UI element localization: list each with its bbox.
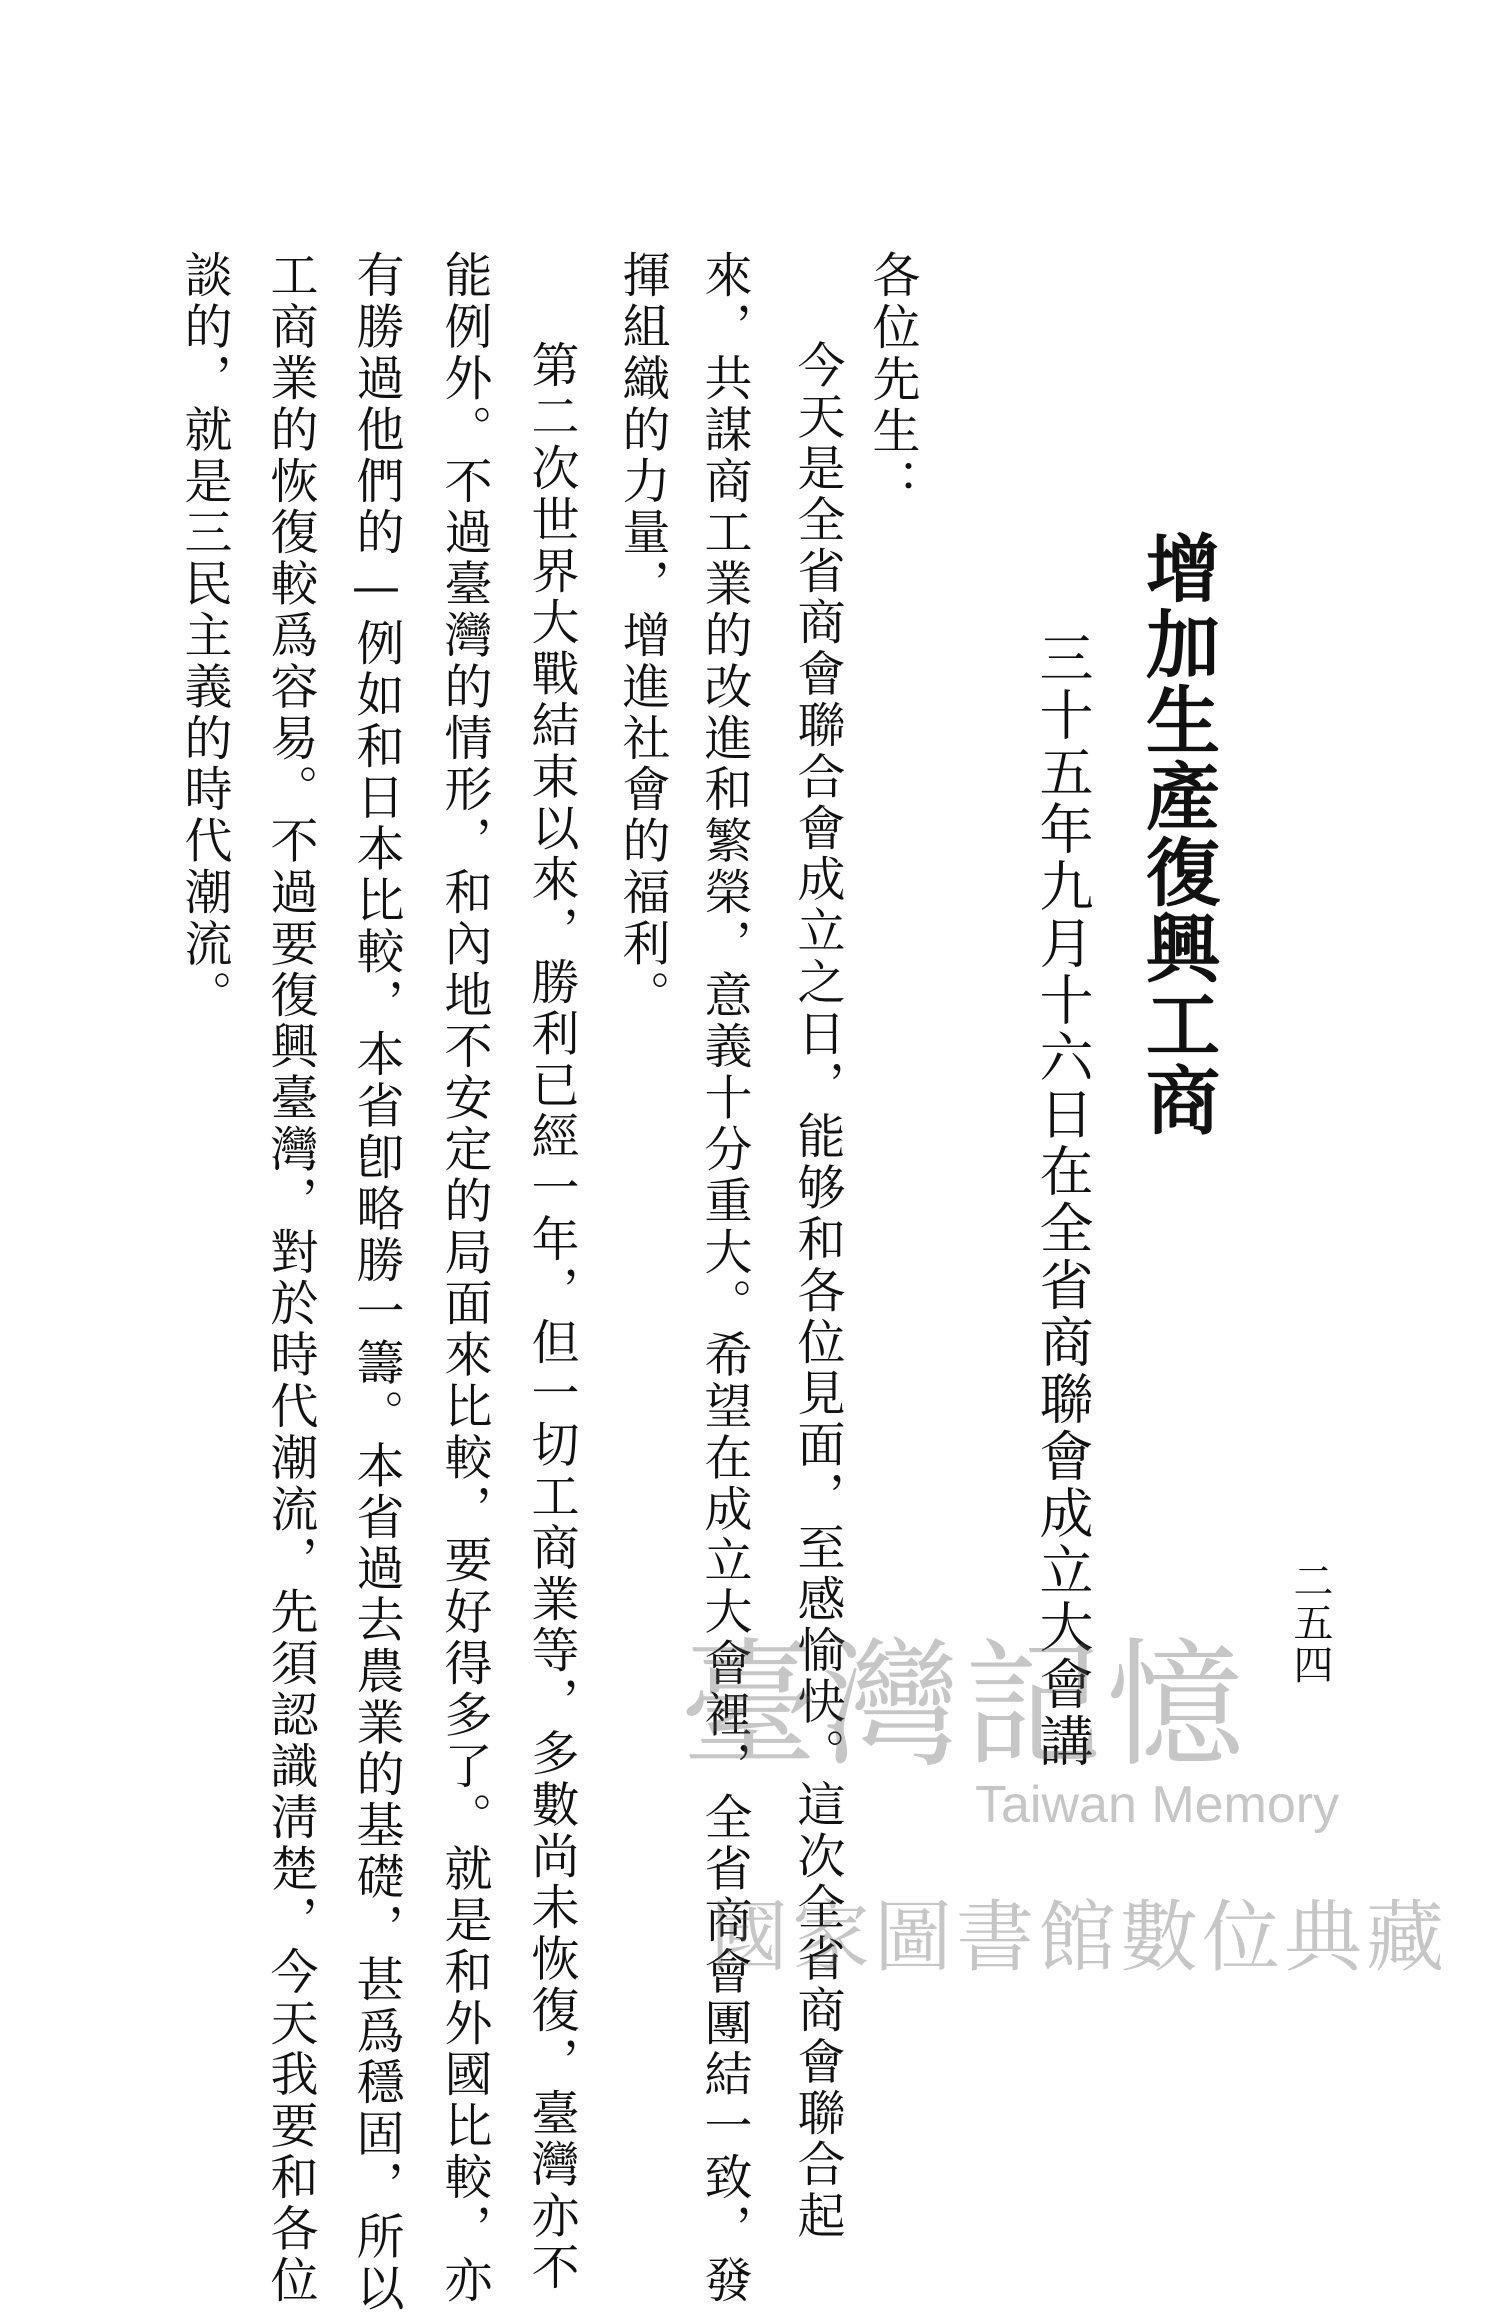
body-column: 第二次世界大戰結束以來，勝利已經一年，但一切工商業等，多數尚未恢復，臺灣亦不 bbox=[523, 340, 579, 2294]
body-column: 工商業的恢復較爲容易。不過要復興臺灣，對於時代潮流，先須認識淸楚，今天我要和各位 bbox=[262, 250, 318, 2306]
body-column: 來，共謀商工業的改進和繁榮，意義十分重大。希望在成立大會裡，全省商會團結一致，發 bbox=[696, 250, 752, 2306]
watermark-library: 國家圖書館數位典藏 bbox=[710, 1893, 1449, 1983]
watermark bbox=[680, 1595, 1449, 1995]
body-column: 今天是全省商會聯合會成立之日，能够和各位見面，至感愉快。這次全省商會聯合起 bbox=[789, 340, 845, 2242]
watermark-english: Taiwan Memory bbox=[975, 1776, 1340, 1834]
page-subtitle: 三十五年九月十六日在全省商聯會成立大會講 bbox=[1031, 630, 1094, 1770]
watermark-logo-text: 臺灣記憶 bbox=[680, 1625, 1249, 1786]
body-column: 談的，就是三民主義的時代潮流。 bbox=[176, 250, 232, 1021]
salutation: 各位先生： bbox=[864, 250, 920, 510]
body-column: 能例外。不過臺灣的情形，和內地不安定的局面來比較，要好得多了。就是和外國比較，亦 bbox=[436, 250, 492, 2306]
body-column: 有勝過他們的—例如和日本比較，本省卽略勝一籌。本省過去農業的基礎，甚爲穩固，所以 bbox=[348, 250, 404, 2314]
page-title: 增加生產復興工商 bbox=[1134, 530, 1220, 1138]
page-number: 二五四 bbox=[1287, 1560, 1333, 1686]
body-column: 揮組織的力量，增進社會的福利。 bbox=[614, 250, 670, 1021]
